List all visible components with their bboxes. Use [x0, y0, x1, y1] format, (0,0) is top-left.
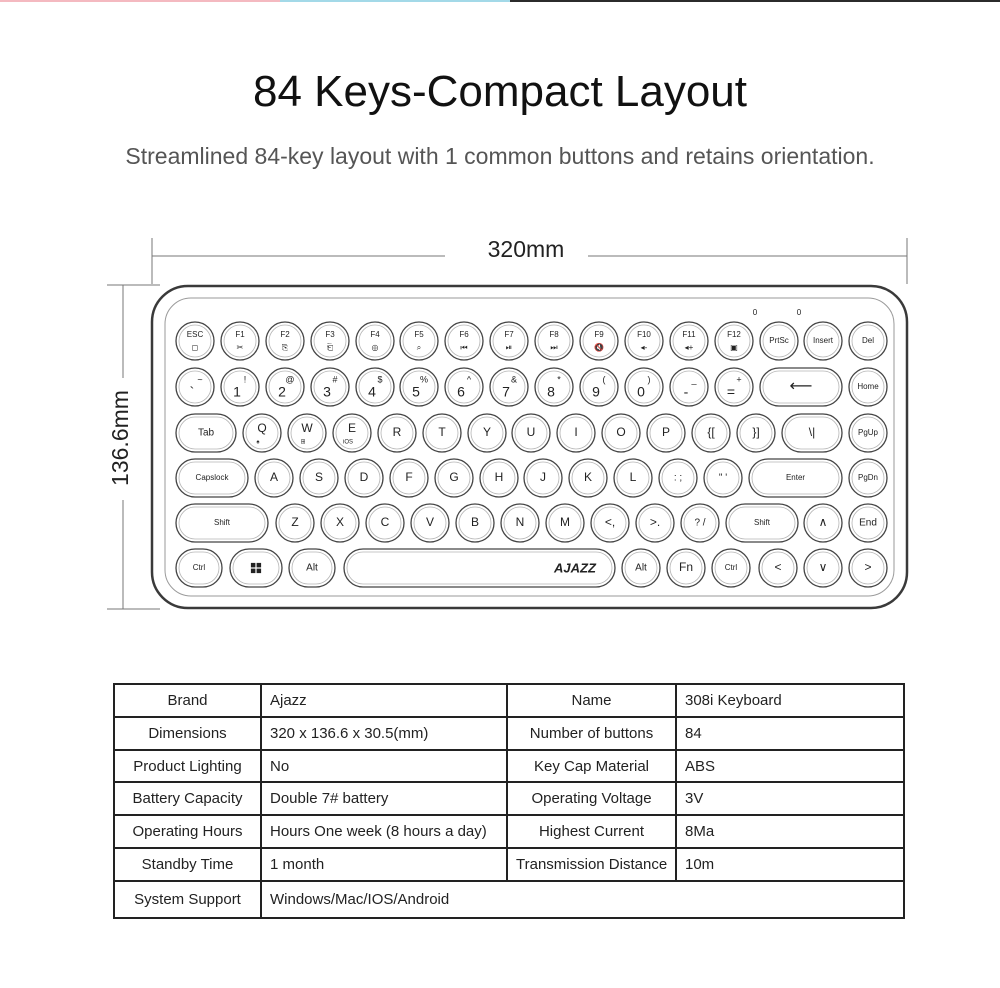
key-label: V — [425, 515, 435, 530]
spec-value: 320 x 136.6 x 30.5(mm) — [261, 717, 507, 750]
key-shift-label: ~ — [197, 374, 203, 385]
key-label: PrtSc — [769, 336, 789, 346]
spec-value: No — [261, 750, 507, 783]
windows-icon — [257, 563, 262, 568]
key-4-6 — [501, 504, 539, 542]
key-label: " ' — [718, 472, 728, 484]
key-5-0 — [176, 549, 222, 587]
spec-value: Double 7# battery — [261, 782, 507, 815]
key-sub-icon: ⌕ — [416, 343, 422, 353]
key-4-3 — [366, 504, 404, 542]
key-0-11 — [670, 322, 708, 360]
key-2-1 — [243, 414, 281, 452]
key-label: F5 — [414, 330, 424, 340]
key-sub-icon: ▣ — [730, 343, 738, 353]
key-4-5 — [456, 504, 494, 542]
key-shift-label: @ — [285, 374, 295, 385]
key-label: T — [438, 425, 446, 440]
key-label: B — [470, 515, 480, 530]
key-label: 4 — [368, 383, 376, 400]
indicator-led: 0 — [752, 308, 758, 318]
spec-label: Dimensions — [114, 717, 261, 750]
key-label: ESC — [186, 330, 204, 340]
key-1-8 — [535, 368, 573, 406]
key-1-7 — [490, 368, 528, 406]
key-2-12 — [737, 414, 775, 452]
key-2-5 — [423, 414, 461, 452]
key-label: F4 — [370, 330, 380, 340]
windows-icon — [257, 569, 262, 574]
spec-row — [114, 848, 904, 881]
spec-label: Highest Current — [507, 815, 676, 848]
spec-label: Transmission Distance — [507, 848, 676, 881]
key-shift-label: _ — [691, 374, 697, 385]
spec-label: Standby Time — [114, 848, 261, 881]
key-5-4 — [622, 549, 660, 587]
key-cap — [400, 322, 438, 360]
key-sub-icon: ◂+ — [684, 343, 694, 353]
key-label: Insert — [812, 336, 834, 346]
key-label: Tab — [197, 427, 215, 439]
key-sub-icon: ⎘ — [281, 343, 289, 353]
key-label: F12 — [727, 330, 741, 340]
key-label: P — [661, 425, 671, 440]
key-4-0 — [176, 504, 268, 542]
key-label: Z — [291, 515, 299, 530]
key-5-1 — [230, 549, 282, 587]
key-sub-icon: ⏭ — [550, 343, 558, 353]
key-label: I — [574, 425, 578, 440]
key-0-6 — [445, 322, 483, 360]
key-label: L — [629, 470, 637, 485]
key-1-1 — [221, 368, 259, 406]
spec-value: 84 — [676, 717, 904, 750]
key-5-2 — [289, 549, 335, 587]
key-cap — [490, 322, 528, 360]
key-label: 7 — [502, 383, 510, 400]
spec-value: Hours One week (8 hours a day) — [261, 815, 507, 848]
key-3-12 — [749, 459, 842, 497]
key-4-7 — [546, 504, 584, 542]
key-0-5 — [400, 322, 438, 360]
key-label: F7 — [504, 330, 514, 340]
key-label: Enter — [785, 473, 806, 483]
key-0-9 — [580, 322, 618, 360]
key-shift-label: + — [736, 374, 742, 385]
key-label: A — [269, 470, 279, 485]
key-sub-icon: ⎗ — [326, 343, 334, 353]
key-label: ∨ — [818, 560, 828, 575]
key-1-13 — [760, 368, 842, 406]
key-label: ∧ — [818, 515, 828, 530]
key-label: E — [347, 421, 357, 436]
spec-table — [113, 683, 905, 919]
spec-label: Battery Capacity — [114, 782, 261, 815]
key-label: F1 — [235, 330, 245, 340]
dim-width-label: 320mm — [487, 236, 565, 263]
key-4-4 — [411, 504, 449, 542]
key-label: Shift — [213, 518, 231, 528]
key-0-13 — [760, 322, 798, 360]
key-label: 0 — [637, 383, 645, 400]
spec-value: Ajazz — [261, 684, 507, 717]
key-cap — [580, 322, 618, 360]
key-0-14 — [804, 322, 842, 360]
key-sub-icon: ⊞ — [300, 439, 306, 446]
key-0-1 — [221, 322, 259, 360]
key-label: PgUp — [857, 428, 879, 438]
key-2-4 — [378, 414, 416, 452]
key-2-13 — [782, 414, 842, 452]
key-cap — [625, 322, 663, 360]
key-3-2 — [300, 459, 338, 497]
key-label: {[ — [707, 425, 715, 440]
key-shift-label: ^ — [466, 374, 472, 385]
spec-row — [114, 684, 904, 717]
key-label: 6 — [457, 383, 465, 400]
key-shift-label: & — [510, 374, 518, 385]
key-3-10 — [659, 459, 697, 497]
key-label: PgDn — [857, 473, 879, 483]
key-4-9 — [636, 504, 674, 542]
spec-label: Operating Voltage — [507, 782, 676, 815]
key-5-3 — [344, 549, 615, 587]
spec-value: 10m — [676, 848, 904, 881]
key-label: N — [515, 515, 525, 530]
key-label: 5 — [412, 383, 420, 400]
key-cap — [715, 322, 753, 360]
key-label: Capslock — [195, 473, 229, 483]
key-2-14 — [849, 414, 887, 452]
key-1-9 — [580, 368, 618, 406]
key-cap — [670, 322, 708, 360]
key-cap — [230, 549, 282, 587]
key-label: Fn — [678, 560, 694, 575]
key-sub-icon: ◎ — [371, 343, 379, 353]
key-3-11 — [704, 459, 742, 497]
key-5-8 — [804, 549, 842, 587]
key-label: Shift — [753, 518, 771, 528]
spec-row — [114, 717, 904, 750]
spec-label: Key Cap Material — [507, 750, 676, 783]
key-sub-icon: ◂- — [640, 343, 648, 353]
key-shift-label: ) — [647, 374, 651, 385]
spec-value: 1 month — [261, 848, 507, 881]
key-label: R — [392, 425, 402, 440]
key-label: F9 — [594, 330, 604, 340]
spec-label: Number of buttons — [507, 717, 676, 750]
key-label: U — [526, 425, 536, 440]
key-0-15 — [849, 322, 887, 360]
key-label: 1 — [233, 383, 241, 400]
key-cap — [176, 322, 214, 360]
key-shift-label: # — [332, 374, 338, 385]
key-label: 8 — [547, 383, 555, 400]
key-label: S — [314, 470, 324, 485]
key-label: <, — [604, 515, 616, 530]
dim-height-label: 136.6mm — [107, 390, 134, 486]
key-label: Ctrl — [192, 563, 206, 573]
key-label: G — [449, 470, 459, 485]
key-shift-label: * — [557, 374, 561, 385]
key-label: K — [583, 470, 593, 485]
key-label: O — [616, 425, 626, 440]
key-sub-icon: ♠ — [256, 439, 260, 446]
key-1-6 — [445, 368, 483, 406]
key-cap — [176, 368, 214, 406]
key-1-14 — [849, 368, 887, 406]
key-3-1 — [255, 459, 293, 497]
key-cap — [670, 368, 708, 406]
key-label: : ; — [673, 472, 683, 484]
key-label: > — [864, 560, 872, 575]
key-1-11 — [670, 368, 708, 406]
key-3-5 — [435, 459, 473, 497]
key-4-10 — [681, 504, 719, 542]
key-1-4 — [356, 368, 394, 406]
brand-logo: AJAZZ — [554, 560, 596, 576]
key-3-0 — [176, 459, 248, 497]
key-label: < — [774, 560, 782, 575]
key-label: Y — [482, 425, 492, 440]
key-0-2 — [266, 322, 304, 360]
key-5-6 — [712, 549, 750, 587]
spec-value: 3V — [676, 782, 904, 815]
key-sub-icon: ◻ — [191, 343, 199, 353]
key-label: D — [359, 470, 369, 485]
spec-label: Brand — [114, 684, 261, 717]
key-4-1 — [276, 504, 314, 542]
key-label: \| — [808, 425, 816, 440]
spec-label: Name — [507, 684, 676, 717]
key-2-6 — [468, 414, 506, 452]
key-label: C — [380, 515, 390, 530]
windows-icon — [251, 563, 256, 568]
key-shift-label: ! — [243, 374, 247, 385]
spec-label: System Support — [114, 881, 261, 918]
key-label: F6 — [459, 330, 469, 340]
key-4-12 — [804, 504, 842, 542]
spec-row — [114, 815, 904, 848]
key-label: Q — [257, 421, 267, 436]
key-label: F — [405, 470, 413, 485]
key-label: Home — [857, 382, 879, 392]
key-label: F2 — [280, 330, 290, 340]
key-2-11 — [692, 414, 730, 452]
key-0-7 — [490, 322, 528, 360]
key-1-2 — [266, 368, 304, 406]
spec-value: 308i Keyboard — [676, 684, 904, 717]
key-label: J — [540, 470, 546, 485]
page-title: 84 Keys-Compact Layout — [252, 67, 748, 116]
key-label: F3 — [325, 330, 335, 340]
key-label: 9 — [592, 383, 600, 400]
key-cap — [311, 322, 349, 360]
spec-value: ABS — [676, 750, 904, 783]
spec-row — [114, 750, 904, 783]
key-4-11 — [726, 504, 798, 542]
key-0-4 — [356, 322, 394, 360]
key-sub-icon: ⏯ — [505, 343, 513, 353]
key-1-5 — [400, 368, 438, 406]
key-4-13 — [849, 504, 887, 542]
key-label: H — [494, 470, 504, 485]
key-label: = — [726, 383, 736, 400]
key-3-13 — [849, 459, 887, 497]
key-sub-icon: ✂ — [236, 343, 244, 353]
key-2-3 — [333, 414, 371, 452]
key-label: Del — [861, 336, 875, 346]
key-label: Alt — [635, 562, 647, 574]
spec-label: Product Lighting — [114, 750, 261, 783]
key-1-0 — [176, 368, 214, 406]
key-5-5 — [667, 549, 705, 587]
key-5-9 — [849, 549, 887, 587]
key-cap — [535, 322, 573, 360]
key-shift-label: ( — [602, 374, 606, 385]
key-shift-label: % — [419, 374, 429, 385]
key-2-7 — [512, 414, 550, 452]
key-3-4 — [390, 459, 428, 497]
key-1-10 — [625, 368, 663, 406]
keyboard-body — [152, 286, 907, 608]
key-label: ` — [189, 383, 195, 400]
key-cap — [221, 322, 259, 360]
spec-label: Operating Hours — [114, 815, 261, 848]
key-0-8 — [535, 322, 573, 360]
key-0-10 — [625, 322, 663, 360]
key-4-2 — [321, 504, 359, 542]
key-3-9 — [614, 459, 652, 497]
key-shift-label: $ — [377, 374, 383, 385]
page-subtitle: Streamlined 84-key layout with 1 common buttons and retains orientation. — [125, 143, 875, 169]
key-label: Ctrl — [724, 563, 738, 573]
key-label: X — [335, 515, 345, 530]
key-0-3 — [311, 322, 349, 360]
key-1-12 — [715, 368, 753, 406]
key-4-8 — [591, 504, 629, 542]
key-0-12 — [715, 322, 753, 360]
key-cap — [445, 322, 483, 360]
key-cap — [356, 322, 394, 360]
key-label: - — [683, 383, 689, 400]
key-sub-icon: 🔇 — [594, 343, 604, 353]
key-5-7 — [759, 549, 797, 587]
key-label: F10 — [637, 330, 651, 340]
key-sub-icon: iOS — [342, 439, 354, 446]
key-0-0 — [176, 322, 214, 360]
key-2-8 — [557, 414, 595, 452]
key-2-2 — [288, 414, 326, 452]
key-label: End — [859, 517, 877, 529]
key-label: F8 — [549, 330, 559, 340]
key-1-3 — [311, 368, 349, 406]
key-label: 2 — [278, 383, 286, 400]
spec-value: 8Ma — [676, 815, 904, 848]
key-2-9 — [602, 414, 640, 452]
key-label: F11 — [682, 330, 696, 340]
key-cap — [266, 322, 304, 360]
key-3-7 — [524, 459, 562, 497]
key-3-3 — [345, 459, 383, 497]
key-label: ? / — [694, 517, 706, 529]
key-label: M — [560, 515, 570, 530]
key-label: Alt — [306, 562, 318, 574]
key-2-10 — [647, 414, 685, 452]
key-label: >. — [649, 515, 661, 530]
key-3-8 — [569, 459, 607, 497]
key-3-6 — [480, 459, 518, 497]
spec-value: Windows/Mac/IOS/Android — [261, 881, 904, 918]
key-label: W — [301, 421, 313, 436]
spec-row — [114, 782, 904, 815]
indicator-led: 0 — [796, 308, 802, 318]
spec-row — [114, 881, 904, 918]
windows-icon — [251, 569, 256, 574]
key-2-0 — [176, 414, 236, 452]
key-label: ⟵ — [789, 378, 813, 396]
key-label: }] — [752, 425, 760, 440]
key-label: 3 — [323, 383, 331, 400]
key-sub-icon: ⏮ — [460, 343, 468, 353]
